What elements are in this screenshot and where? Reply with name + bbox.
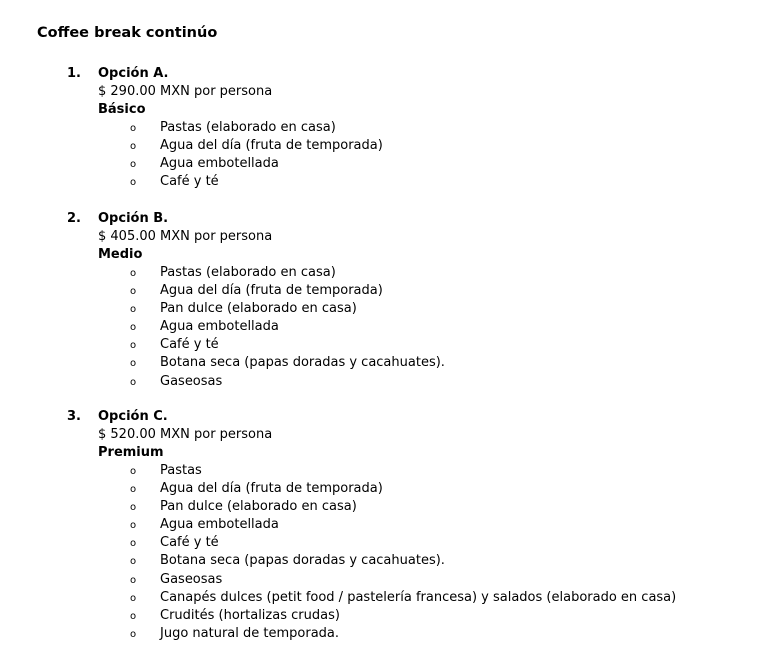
bullet-icon: o <box>130 628 137 640</box>
option-name: Opción B. <box>98 211 169 226</box>
list-item-text: Pastas <box>160 463 202 478</box>
bullet-icon: o <box>130 466 137 477</box>
option-price: $ 405.00 MXN por persona <box>98 229 273 244</box>
list-item-text: Jugo natural de temporada. <box>160 625 340 641</box>
option-name: Opción A. <box>98 66 169 81</box>
list-item-text: Agua embotellada <box>160 156 279 172</box>
bullet-icon: o <box>130 520 137 532</box>
option-tier: Básico <box>98 102 146 117</box>
option-price: $ 520.00 MXN por persona <box>98 427 273 442</box>
bullet-icon: o <box>130 376 137 388</box>
list-item-text: Pastas (elaborado en casa) <box>160 265 336 280</box>
list-item-text: Gaseosas <box>160 571 223 587</box>
bullet-icon: o <box>130 592 137 604</box>
bullet-icon: o <box>130 141 137 153</box>
bullet-icon: o <box>130 159 137 171</box>
list-item-text: Pan dulce (elaborado en casa) <box>160 301 357 317</box>
option-number: 1. <box>67 66 81 81</box>
bullet-icon: o <box>130 123 137 134</box>
list-item-text: Canapés dulces (petit food / pastelería francesa) y salados (elaborado en casa) <box>160 589 677 605</box>
option-tier: Medio <box>98 247 143 262</box>
list-item-text: Agua embotellada <box>160 319 279 335</box>
bullet-icon: o <box>130 322 137 334</box>
bullet-icon: o <box>130 286 137 298</box>
bullet-icon: o <box>130 358 137 370</box>
page-title: Coffee break continúo <box>37 25 218 41</box>
list-item-text: Agua embotellada <box>160 517 279 533</box>
bullet-icon: o <box>130 538 137 550</box>
bullet-icon: o <box>130 484 137 496</box>
list-item-text: Crudités (hortalizas crudas) <box>160 607 340 623</box>
list-item-text: Café y té <box>160 535 219 551</box>
bullet-icon: o <box>130 502 137 514</box>
list-item-text: Café y té <box>160 337 219 353</box>
option-number: 3. <box>67 409 81 424</box>
list-item-text: Agua del día (fruta de temporada) <box>160 481 383 497</box>
list-item-text: Pastas (elaborado en casa) <box>160 120 336 135</box>
list-item-text: Gaseosas <box>160 373 223 389</box>
option-number: 2. <box>67 211 81 226</box>
option-name: Opción C. <box>98 409 168 424</box>
list-item-text: Agua del día (fruta de temporada) <box>160 283 383 299</box>
option-price: $ 290.00 MXN por persona <box>98 84 273 99</box>
list-item-text: Pan dulce (elaborado en casa) <box>160 499 357 515</box>
list-item-text: Café y té <box>160 174 219 190</box>
bullet-icon: o <box>130 556 137 568</box>
list-item-text: Botana seca (papas doradas y cacahuates). <box>160 553 445 569</box>
bullet-icon: o <box>130 177 137 189</box>
option-tier: Premium <box>98 445 164 460</box>
bullet-icon: o <box>130 610 137 622</box>
bullet-icon: o <box>130 340 137 352</box>
list-item-text: Agua del día (fruta de temporada) <box>160 138 383 154</box>
bullet-icon: o <box>130 574 137 586</box>
bullet-icon: o <box>130 304 137 316</box>
bullet-icon: o <box>130 268 137 279</box>
list-item-text: Botana seca (papas doradas y cacahuates). <box>160 355 445 371</box>
